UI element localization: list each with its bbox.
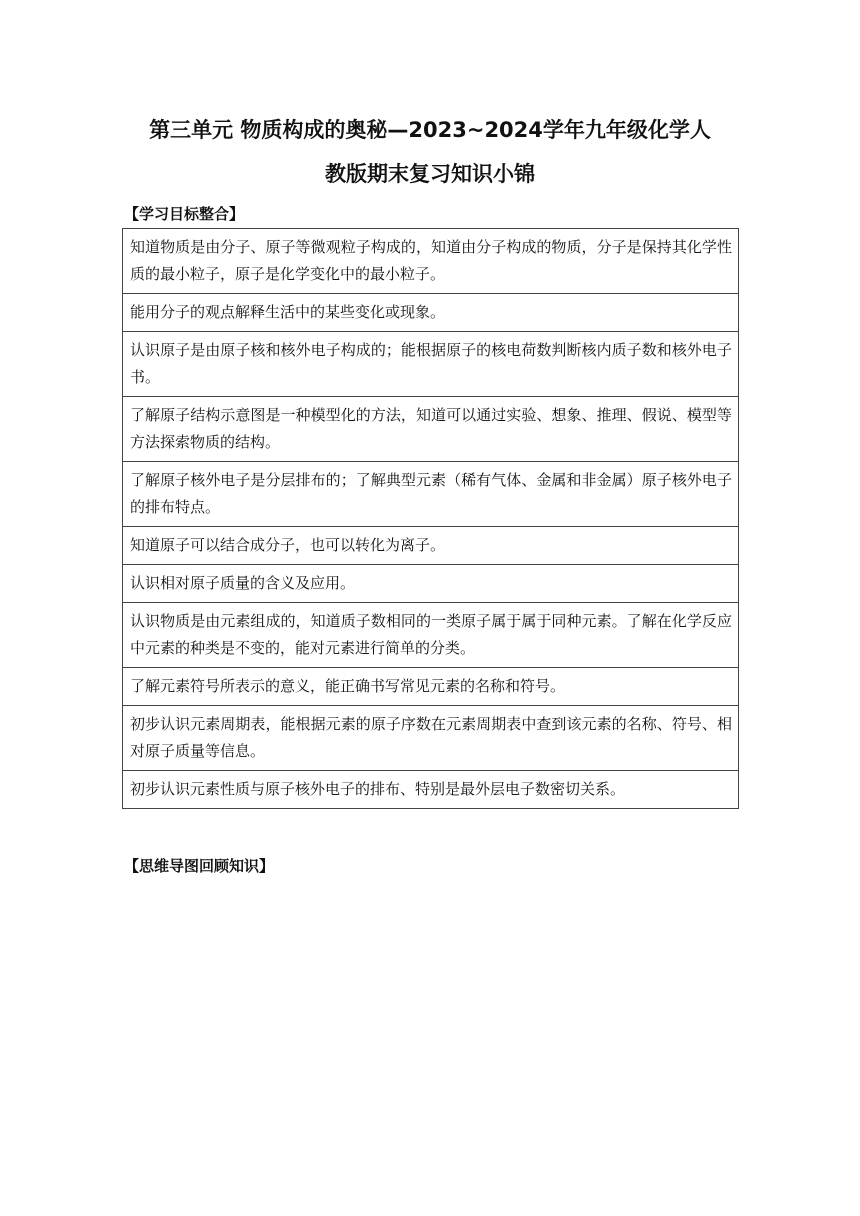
table-cell: 认识物质是由元素组成的，知道质子数相同的一类原子属于属于同种元素。了解在化学反应中元素的种类是不变的，能对元素进行简单的分类。 (123, 603, 739, 668)
table-row (123, 229, 739, 294)
table-cell: 了解元素符号所表示的意义，能正确书写常见元素的名称和符号。 (123, 668, 739, 706)
table-cell: 初步认识元素性质与原子核外电子的排布、特别是最外层电子数密切关系。 (123, 771, 739, 809)
table-row (123, 706, 739, 771)
table-row (123, 462, 739, 527)
table-row (123, 332, 739, 397)
table-cell: 了解原子核外电子是分层排布的；了解典型元素（稀有气体、金属和非金属）原子核外电子的排布特点。 (123, 462, 739, 527)
table-row (123, 603, 739, 668)
table-cell: 认识相对原子质量的含义及应用。 (123, 565, 739, 603)
table-row (123, 668, 739, 706)
learning-goals-table (122, 228, 739, 809)
table-row (123, 771, 739, 809)
section-heading-mind-map: 【思维导图回顾知识】 (124, 857, 275, 875)
table-cell: 认识原子是由原子核和核外电子构成的；能根据原子的核电荷数判断核内质子数和核外电子书。 (123, 332, 739, 397)
document-title-line-2: 教版期末复习知识小锦 (325, 162, 535, 186)
table-cell: 能用分子的观点解释生活中的某些变化或现象。 (123, 294, 739, 332)
table-cell: 初步认识元素周期表，能根据元素的原子序数在元素周期表中查到该元素的名称、符号、相对原子质量等信息。 (123, 706, 739, 771)
table-row (123, 294, 739, 332)
table-row (123, 527, 739, 565)
table-row (123, 565, 739, 603)
document-title-line-1: 第三单元 物质构成的奥秘—2023~2024学年九年级化学人 (149, 118, 711, 142)
table-cell: 知道原子可以结合成分子，也可以转化为离子。 (123, 527, 739, 565)
table-cell: 了解原子结构示意图是一种模型化的方法，知道可以通过实验、想象、推理、假说、模型等方法探索物质的结构。 (123, 397, 739, 462)
section-heading-learning-goals: 【学习目标整合】 (124, 205, 245, 223)
table-cell: 知道物质是由分子、原子等微观粒子构成的，知道由分子构成的物质，分子是保持其化学性质的最小粒子，原子是化学变化中的最小粒子。 (123, 229, 739, 294)
table-row (123, 397, 739, 462)
